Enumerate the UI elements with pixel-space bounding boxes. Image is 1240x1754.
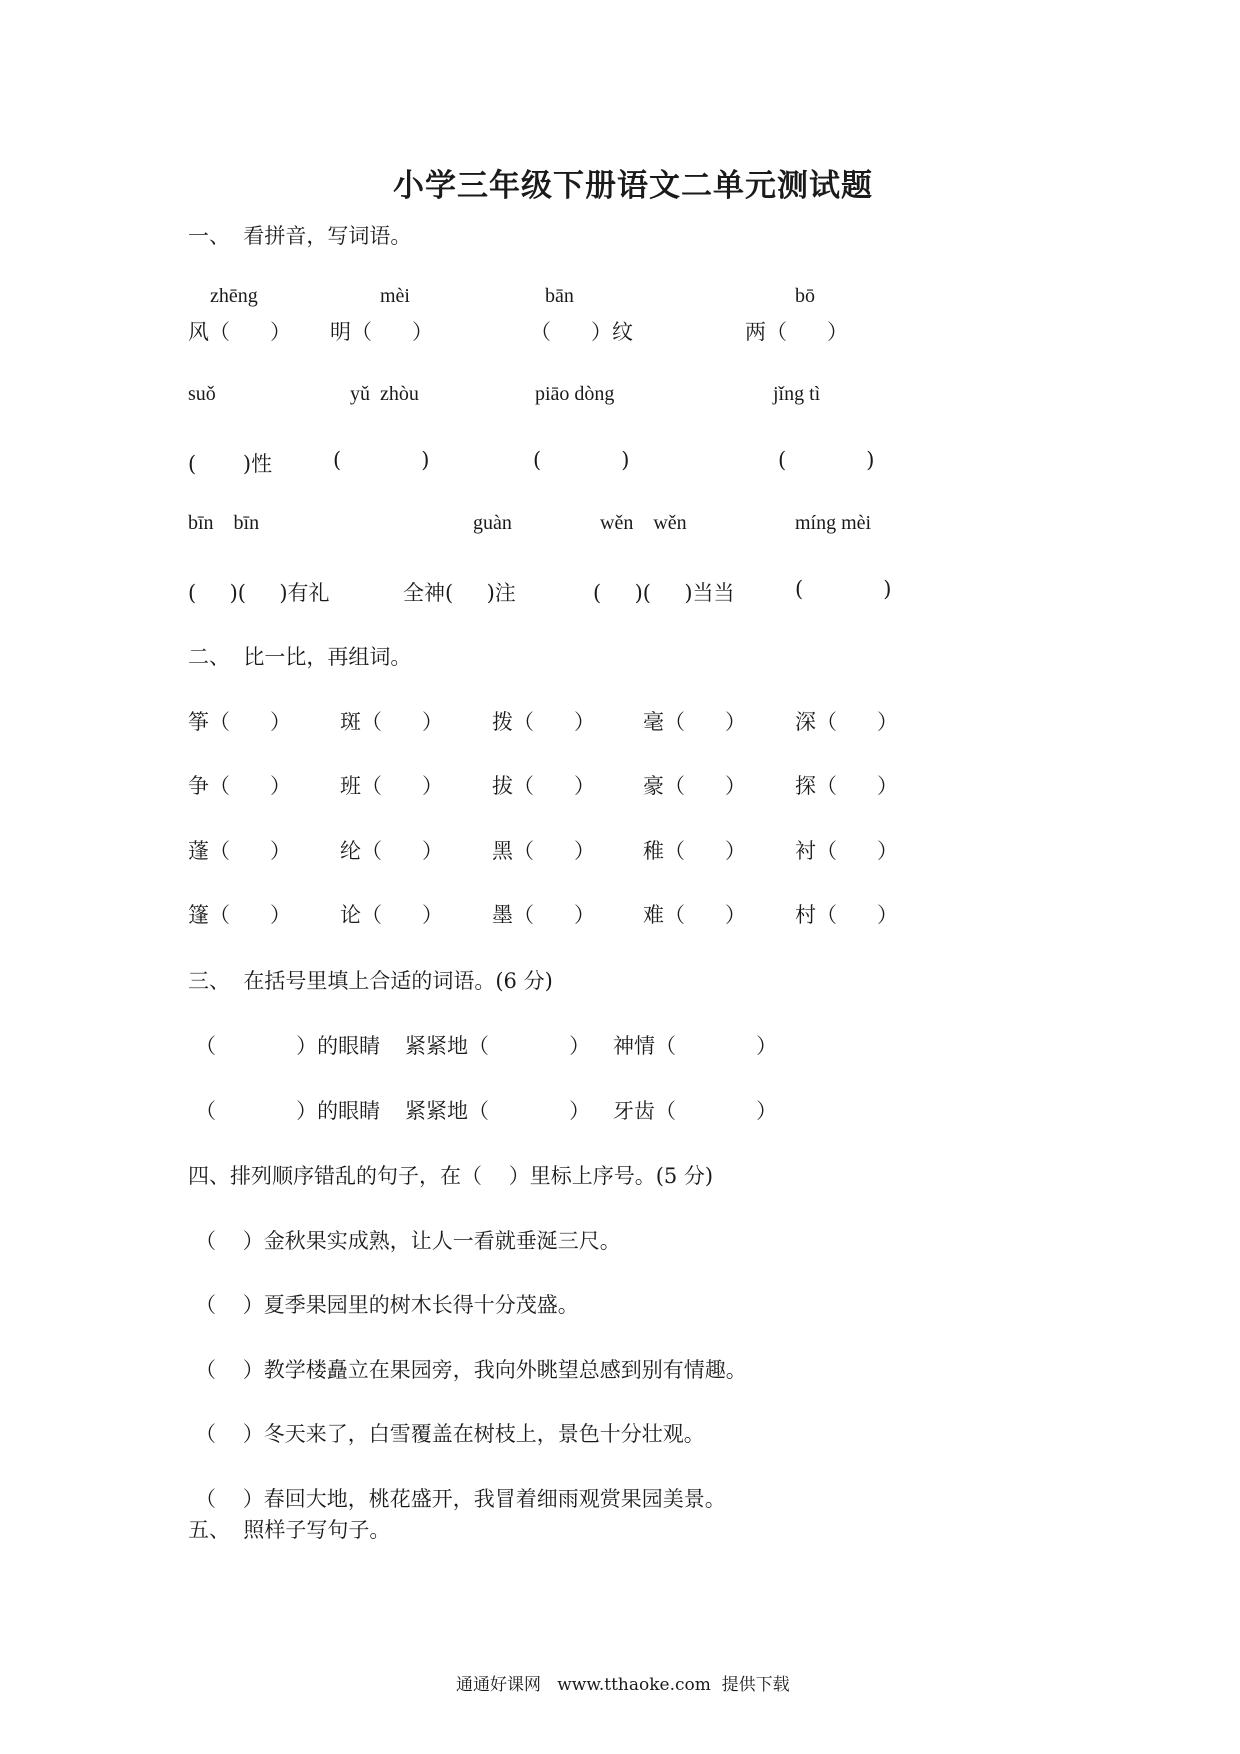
fill-phrase: （ ）的眼睛	[195, 1034, 381, 1058]
pinyin: guàn	[473, 512, 512, 534]
pinyin: bān	[545, 285, 574, 307]
compare-word-cell: 拔（ ）	[492, 774, 596, 798]
compare-word-cell: 衬（ ）	[795, 839, 899, 863]
compare-word-cell: 论（ ）	[340, 903, 444, 927]
section-2-heading: 二、 比一比，再组词。	[188, 645, 412, 669]
pinyin: bō	[795, 285, 815, 307]
compare-word-cell: 墨（ ）	[492, 903, 596, 927]
pinyin: yǔ zhòu	[350, 383, 419, 405]
compare-word-cell: 稚（ ）	[643, 839, 747, 863]
fill-phrase: 紧紧地（ ）	[405, 1034, 591, 1058]
sentence-item: （ ）春回大地，桃花盛开，我冒着细雨观赏果园美景。	[195, 1487, 726, 1511]
fill-word: ( )	[533, 448, 630, 472]
compare-word-cell: 筝（ ）	[188, 710, 292, 734]
compare-word-cell: 村（ ）	[795, 903, 899, 927]
fill-word: 两（ ）	[745, 320, 849, 344]
sentence-item: （ ）金秋果实成熟，让人一看就垂涎三尺。	[195, 1229, 621, 1253]
compare-word-cell: 黑（ ）	[492, 839, 596, 863]
fill-word: ( )	[778, 448, 875, 472]
compare-word-cell: 蓬（ ）	[188, 839, 292, 863]
section-1-heading: 一、 看拼音，写词语。	[188, 224, 412, 248]
section-3-heading: 三、 在括号里填上合适的词语。(6 分)	[188, 969, 553, 993]
pinyin: bīn bīn	[188, 512, 260, 534]
section-4-heading: 四、排列顺序错乱的句子，在（ ）里标上序号。(5 分)	[188, 1164, 714, 1188]
fill-word: ( )性	[188, 452, 273, 476]
pinyin: jǐng tì	[773, 383, 821, 405]
fill-word: ( )	[333, 448, 430, 472]
footer-text: 通通好课网 www.tthaoke.com 提供下载	[456, 1675, 790, 1695]
compare-word-cell: 斑（ ）	[340, 710, 444, 734]
fill-phrase: 紧紧地（ ）	[405, 1099, 591, 1123]
compare-word-cell: 篷（ ）	[188, 903, 292, 927]
fill-word: 风（ ）	[188, 320, 292, 344]
compare-word-cell: 豪（ ）	[643, 774, 747, 798]
fill-word: ( )( )有礼	[188, 581, 330, 605]
pinyin: piāo dòng	[535, 383, 615, 405]
compare-word-cell: 难（ ）	[643, 903, 747, 927]
sentence-item: （ ）教学楼矗立在果园旁，我向外眺望总感到别有情趣。	[195, 1358, 747, 1382]
fill-phrase: 牙齿（ ）	[613, 1099, 778, 1123]
compare-word-cell: 深（ ）	[795, 710, 899, 734]
sentence-item: （ ）夏季果园里的树木长得十分茂盛。	[195, 1293, 579, 1317]
section-5-heading: 五、 照样子写句子。	[188, 1518, 391, 1542]
pinyin: mèi	[380, 285, 410, 307]
pinyin: míng mèi	[795, 512, 872, 534]
fill-phrase: 神情（ ）	[613, 1034, 778, 1058]
fill-word: 全神( )注	[403, 581, 516, 605]
compare-word-cell: 探（ ）	[795, 774, 899, 798]
page-title: 小学三年级下册语文二单元测试题	[393, 168, 873, 204]
compare-word-cell: 纶（ ）	[340, 839, 444, 863]
compare-word-cell: 拨（ ）	[492, 710, 596, 734]
fill-word: （ ）纹	[530, 320, 634, 344]
compare-word-cell: 班（ ）	[340, 774, 444, 798]
pinyin: zhēng	[210, 285, 258, 307]
fill-word: 明（ ）	[330, 320, 434, 344]
sentence-item: （ ）冬天来了，白雪覆盖在树枝上，景色十分壮观。	[195, 1422, 705, 1446]
compare-word-cell: 毫（ ）	[643, 710, 747, 734]
pinyin: wěn wěn	[600, 512, 687, 534]
compare-word-cell: 争（ ）	[188, 774, 292, 798]
pinyin: suǒ	[188, 383, 216, 405]
fill-phrase: （ ）的眼睛	[195, 1099, 381, 1123]
fill-word: ( )	[795, 577, 892, 601]
fill-word: ( )( )当当	[593, 581, 735, 605]
